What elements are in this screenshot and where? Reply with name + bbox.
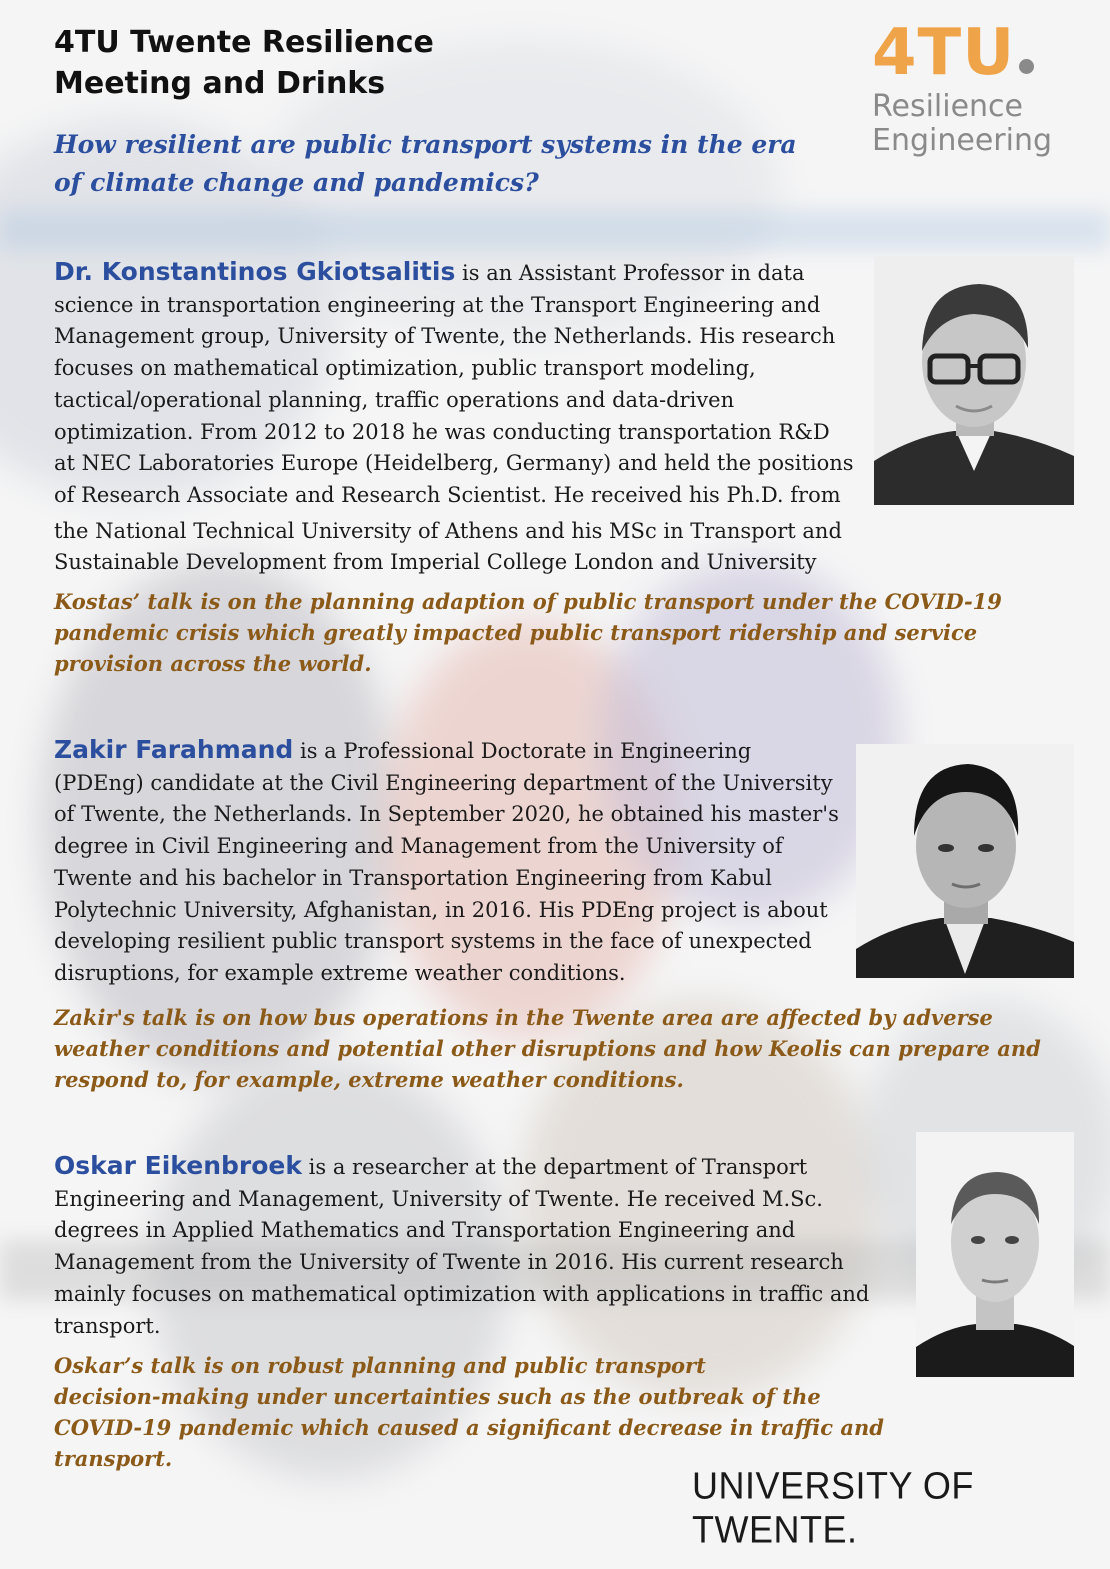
bio-line: is a Professional Doctorate in Engineering bbox=[293, 739, 752, 763]
bio-line: Twente and his bachelor in Transportation Engineering from Kabul bbox=[54, 865, 772, 890]
bio-line: Management group, University of Twente, the Netherlands. His research bbox=[54, 324, 836, 349]
logo-dot-icon bbox=[1019, 59, 1034, 74]
logo-line-1: Resilience bbox=[872, 89, 1024, 124]
talk-line: Oskar’s talk is on robust planning and public transport bbox=[54, 1353, 706, 1378]
bio-line: Sustainable Development from Imperial College London and University bbox=[54, 550, 817, 575]
speaker-1-bio bbox=[54, 256, 894, 579]
talk-line: decision-making under uncertainties such as the outbreak of the bbox=[54, 1384, 821, 1409]
portrait-icon bbox=[874, 256, 1074, 505]
speaker-2-bio bbox=[54, 734, 874, 990]
subtitle-line-1: How resilient are public transport systems in the era bbox=[54, 130, 797, 159]
speaker-3-photo bbox=[916, 1132, 1074, 1377]
bio-line: degree in Civil Engineering and Management from the University of bbox=[54, 834, 783, 859]
4tu-resilience-logo bbox=[872, 18, 1072, 188]
university-of-twente-logo: UNIVERSITY OF TWENTE. bbox=[692, 1463, 974, 1552]
portrait-icon bbox=[916, 1132, 1074, 1377]
bio-line: the National Technical University of Athens and his MSc in Transport and bbox=[54, 518, 842, 543]
bio-line: degrees in Applied Mathematics and Transportation Engineering and bbox=[54, 1218, 796, 1243]
speaker-2-name: Zakir Farahmand bbox=[54, 735, 294, 764]
speaker-1-talk bbox=[54, 586, 1014, 679]
talk-line: transport. bbox=[54, 1446, 173, 1471]
title-line-1: 4TU Twente Resilience bbox=[54, 25, 434, 60]
talk-line: Zakir's talk is on how bus operations in the Twente area are affected by adverse bbox=[54, 1005, 993, 1030]
portrait-icon bbox=[856, 744, 1074, 978]
bio-line: science in transportation engineering at the Transport Engineering and bbox=[54, 292, 821, 317]
talk-line: Kostas’ talk is on the planning adaption of public transport under the COVID-19 bbox=[54, 589, 1002, 614]
bio-line: Polytechnic University, Afghanistan, in 2016. His PDEng project is about bbox=[54, 897, 828, 922]
bio-line: at NEC Laboratories Europe (Heidelberg, Germany) and held the positions bbox=[54, 451, 854, 476]
speaker-1-name: Dr. Konstantinos Gkiotsalitis bbox=[54, 257, 456, 286]
bio-line: mainly focuses on mathematical optimization with applications in traffic and bbox=[54, 1281, 870, 1306]
bio-line: tactical/operational planning, traffic operations and data-driven bbox=[54, 387, 735, 412]
speaker-2-photo bbox=[856, 744, 1074, 978]
bio-line: (PDEng) candidate at the Civil Engineering department of the University bbox=[54, 770, 833, 795]
speaker-3-bio bbox=[54, 1150, 934, 1342]
bio-line: is an Assistant Professor in data bbox=[455, 261, 805, 285]
event-title bbox=[54, 22, 614, 104]
bio-line: of Research Associate and Research Scientist. He received his Ph.D. from bbox=[54, 482, 841, 507]
title-line-2: Meeting and Drinks bbox=[54, 66, 386, 101]
talk-line: pandemic crisis which greatly impacted public transport ridership and service bbox=[54, 620, 978, 645]
speaker-3-talk bbox=[54, 1350, 914, 1474]
bio-line: disruptions, for example extreme weather conditions. bbox=[54, 960, 626, 985]
subtitle-line-2: of climate change and pandemics? bbox=[54, 168, 539, 197]
bio-line: is a researcher at the department of Transport bbox=[302, 1155, 808, 1179]
bio-line: of Twente, the Netherlands. In September 2020, he obtained his master's bbox=[54, 802, 839, 827]
logo-mark: 4TU bbox=[872, 16, 1016, 90]
talk-line: provision across the world. bbox=[54, 651, 372, 676]
bio-line: focuses on mathematical optimization, public transport modeling, bbox=[54, 356, 756, 381]
bio-line: optimization. From 2012 to 2018 he was conducting transportation R&D bbox=[54, 419, 830, 444]
talk-line: respond to, for example, extreme weather conditions. bbox=[54, 1067, 684, 1092]
talk-line: weather conditions and potential other disruptions and how Keolis can prepare and bbox=[54, 1036, 1041, 1061]
speaker-2-talk bbox=[54, 1002, 1074, 1095]
bio-line: Management from the University of Twente in 2016. His current research bbox=[54, 1250, 844, 1275]
logo-line-2: Engineering bbox=[872, 123, 1052, 158]
bio-line: transport. bbox=[54, 1313, 161, 1338]
bio-line: Engineering and Management, University of Twente. He received M.Sc. bbox=[54, 1186, 823, 1211]
speaker-1-photo bbox=[874, 256, 1074, 505]
speaker-3-name: Oskar Eikenbroek bbox=[54, 1151, 302, 1180]
talk-line: COVID-19 pandemic which caused a significant decrease in traffic and bbox=[54, 1415, 884, 1440]
event-subtitle bbox=[54, 126, 834, 202]
bio-line: developing resilient public transport systems in the face of unexpected bbox=[54, 929, 812, 954]
